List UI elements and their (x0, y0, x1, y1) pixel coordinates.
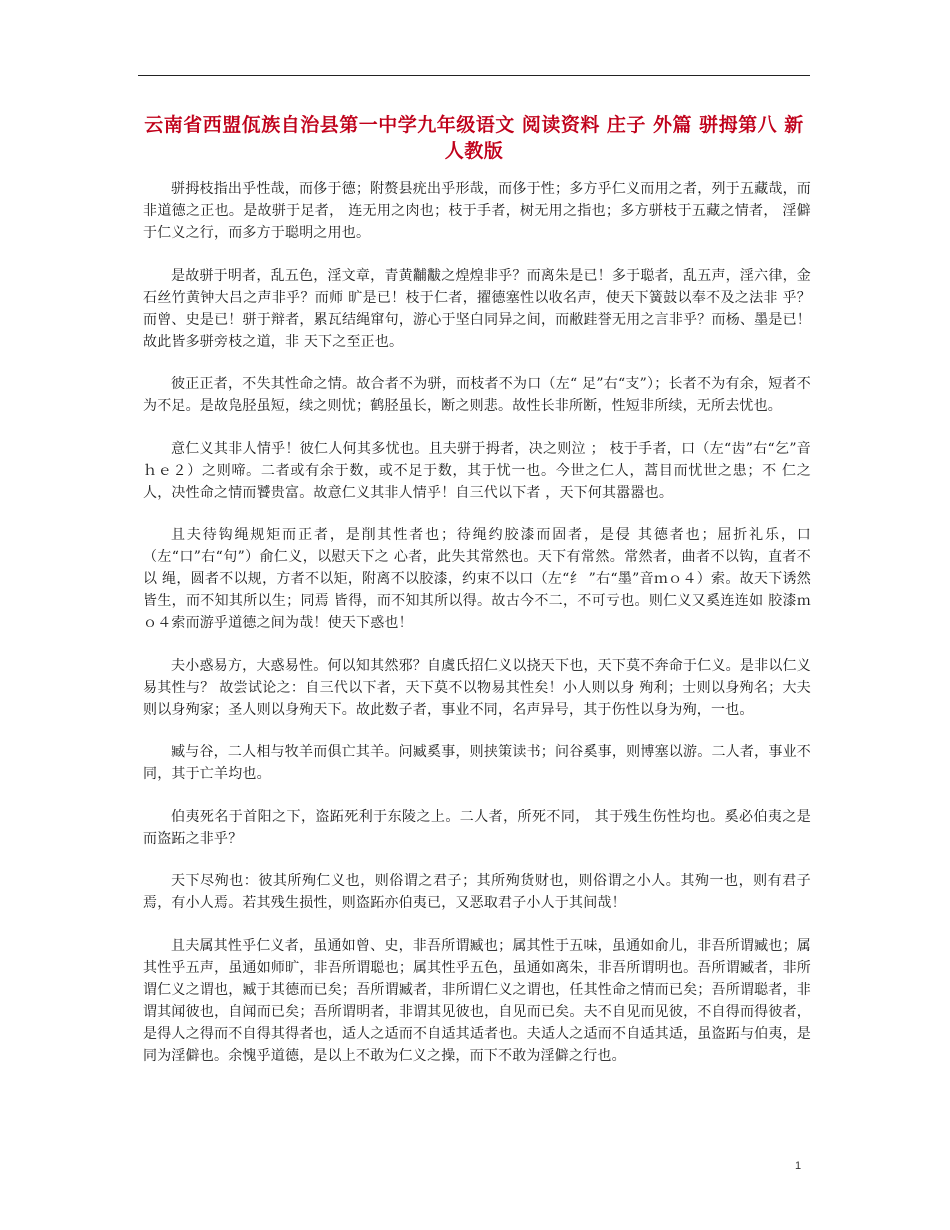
paragraph: 是故骈于明者，乱五色，淫文章，青黄黼黻之煌煌非乎？而离朱是已！多于聪者，乱五声，淫六律，金石丝竹黄钟大吕之声非乎？而师 旷是已！枝于仁者，擢德塞性以收名声，使天下簧鼓以奉不及之法非 乎？而曾、史是已！骈于辩者，累瓦结绳窜句，游心于坚白同异之间，而敝跬誉无用之言非乎？而杨、墨是已！故此皆多骈旁枝之道，非 天下之至正也。 (143, 267, 811, 350)
paragraph: 天下尽殉也：彼其所殉仁义也，则俗谓之君子；其所殉货财也，则俗谓之小人。其殉一也，则有君子焉，有小人焉。若其残生损性，则盗跖亦伯夷已，又恶取君子小人于其间哉！ (143, 873, 811, 911)
header-rule (138, 75, 810, 76)
paragraph: 骈拇枝指出乎性哉，而侈于德；附赘县疣出乎形哉，而侈于性；多方乎仁义而用之者，列于五藏哉，而非道德之正也。是故骈于足者， 连无用之肉也；枝于手者，树无用之指也；多方骈枝于五藏之情者， 淫僻于仁义之行，而多方于聪明之用也。 (143, 181, 811, 241)
paragraph: 且夫属其性乎仁义者，虽通如曾、史，非吾所谓臧也；属其性于五味，虽通如俞儿，非吾所谓臧也；属其性乎五声，虽通如师旷，非吾所谓聪也；属其性乎五色，虽通如离朱，非吾所谓明也。吾所谓臧者，非所谓仁义之谓也，臧于其德而已矣；吾所谓臧者，非所谓仁义之谓也，任其性命之情而已矣；吾所谓聪者，非谓其闻彼也，自闻而已矣；吾所谓明者，非谓其见彼也，自见而已矣。夫不自见而见彼，不自得而得彼者，是得人之得而不自得其得者也，适人之适而不自适其适者也。夫适人之适而不自适其适，虽盗跖与伯夷，是同为淫僻也。余愧乎道德，是以上不敢为仁义之操，而下不敢为淫僻之行也。 (143, 937, 811, 1064)
paragraph: 彼正正者，不失其性命之情。故合者不为骈，而枝者不为口（左“ 足”右“支”）；长者不为有余，短者不为不足。是故凫胫虽短，续之则忧；鹤胫虽长，断之则悲。故性长非所断，性短非所续，无所去忧也。 (143, 376, 811, 414)
paragraph: 伯夷死名于首阳之下，盗跖死利于东陵之上。二人者，所死不同， 其于残生伤性均也。奚必伯夷之是而盗跖之非乎？ (143, 808, 811, 847)
paragraph: 臧与谷，二人相与牧羊而俱亡其羊。问臧奚事，则挟策读书；问谷奚事，则博塞以游。二人者，事业不同，其于亡羊均也。 (143, 744, 811, 782)
paragraph: 夫小惑易方，大惑易性。何以知其然邪？自虞氏招仁义以挠天下也，天下莫不奔命于仁义。是非以仁义易其性与？ 故尝试论之：自三代以下者，天下莫不以物易其性矣！小人则以身 殉利；士则以身殉名；大夫则以身殉家；圣人则以身殉天下。故此数子者，事业不同，名声异号，其于伤性以身为殉，一也。 (143, 657, 811, 718)
document-body (143, 178, 811, 1087)
document-title: 云南省西盟佤族自治县第一中学九年级语文 阅读资料 庄子 外篇 骈拇第八 新人教版 (144, 114, 804, 162)
paragraph: 意仁义其非人情乎！彼仁人何其多忧也。且夫骈于拇者，决之则泣 ； 枝于手者，口（左“齿”右“乞”音ｈｅ２）之则啼。二者或有余于数，或不足于数，其于忧一也。今世之仁人，蒿目而忧世之患；不 仁之人，决性命之情而饕贵富。故意仁义其非人情乎！自三代以下者 ，天下何其嚣嚣也。 (143, 440, 811, 501)
paragraph: 且夫待钩绳规矩而正者，是削其性者也；待绳约胶漆而固者，是侵 其德者也；屈折礼乐，口（左“口”右“句”）俞仁义，以慰天下之 心者，此失其常然也。天下有常然。常然者，曲者不以钩，直者不以 绳，圆者不以规，方者不以矩，附离不以胶漆，约束不以口（左“纟 ”右“墨”音ｍｏ４）索。故天下诱然皆生，而不知其所以生；同焉 皆得，而不知其所以得。故古今不二，不可亏也。则仁义又奚连连如 胶漆ｍｏ４索而游乎道德之间为哉！使天下惑也！ (143, 527, 811, 631)
page-number: 1 (795, 1160, 802, 1172)
